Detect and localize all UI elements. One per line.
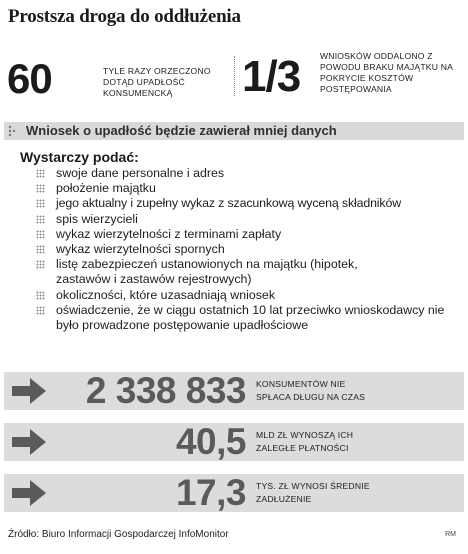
arrow-right-icon (10, 478, 48, 508)
list-item (0, 181, 468, 196)
list-item (0, 242, 468, 257)
dots-arrow-icon (8, 125, 20, 137)
list-item-text: swoje dane personalne i adres (56, 166, 225, 180)
stat-60-caption: TYLE RAZY ORZECZONO DOTĄD UPADŁOŚĆ KONSUMENCKĄ (103, 66, 211, 98)
stat-60-value: 60 (7, 55, 52, 102)
list-item (0, 288, 468, 303)
list-item (0, 257, 468, 287)
dot-grid-bullet-icon (36, 169, 45, 178)
arrow-right-icon (10, 376, 48, 406)
stat-one-third-caption: WNIOSKÓW ODDALONO Z POWODU BRAKU MAJĄTKU NA POKRYCIE KOSZTÓW POSTĘPOWANIA (320, 51, 453, 94)
stat-billions-value: 40,5 (175, 421, 246, 462)
dot-grid-bullet-icon (36, 260, 45, 269)
source-note: Źródło: Biuro Informacji Gospodarczej InfoMonitor (8, 529, 229, 540)
dot-grid-bullet-icon (36, 215, 45, 224)
stat-billions-caption: MLD ZŁ WYNOSZĄ ICH ZALEGŁE PŁATNOŚCI (256, 430, 354, 453)
author-initials: RM (445, 531, 456, 538)
page-title: Prostsza droga do oddłużenia (8, 6, 241, 27)
requirements-heading: Wystarczy podać: (20, 149, 139, 165)
arrow-right-icon (10, 427, 48, 457)
list-item-text: spis wierzycieli (56, 211, 138, 226)
dot-grid-bullet-icon (36, 291, 45, 300)
stat-consumers-caption: KONSUMENTÓW NIE SPŁACA DŁUGU NA CZAS (256, 379, 366, 402)
list-item (0, 227, 468, 242)
list-item (0, 166, 468, 181)
stat-average-debt-caption: TYS. ZŁ WYNOSI ŚREDNIE ZADŁUŻENIE (256, 481, 370, 504)
stat-average-debt-value: 17,3 (175, 472, 246, 513)
list-item-text: listę zabezpieczeń ustanowionych na majątku (hipotek, zastawów i zastawów rejestrowych) (56, 257, 358, 287)
list-item (0, 196, 468, 211)
list-item-text: wykaz wierzytelności spornych (56, 242, 225, 257)
list-item (0, 303, 468, 333)
dot-grid-bullet-icon (36, 245, 45, 254)
dot-grid-bullet-icon (36, 199, 45, 208)
stat-one-third-value: 1/3 (242, 52, 301, 101)
vertical-separator (234, 56, 236, 96)
dot-grid-bullet-icon (36, 230, 45, 239)
list-item-text: jego aktualny i zupełny wykaz z szacunkową wyceną składników (56, 196, 401, 211)
list-item (0, 212, 468, 227)
section-title: Wniosek o upadłość będzie zawierał mniej danych (26, 123, 337, 138)
list-item-text: położenie majątku (56, 181, 156, 196)
dot-grid-bullet-icon (36, 184, 45, 193)
dot-grid-bullet-icon (36, 306, 45, 315)
stat-consumers-value: 2 338 833 (85, 370, 246, 411)
list-item-text: okoliczności, które uzasadniają wniosek (56, 287, 276, 302)
list-item-text: wykaz wierzytelności z terminami zapłaty (56, 226, 282, 241)
requirements-list (0, 166, 468, 333)
list-item-text: oświadczenie, że w ciągu ostatnich 10 lat przeciwko wnioskodawcy nie było prowadzone postępowanie upadłościowe (56, 302, 445, 333)
